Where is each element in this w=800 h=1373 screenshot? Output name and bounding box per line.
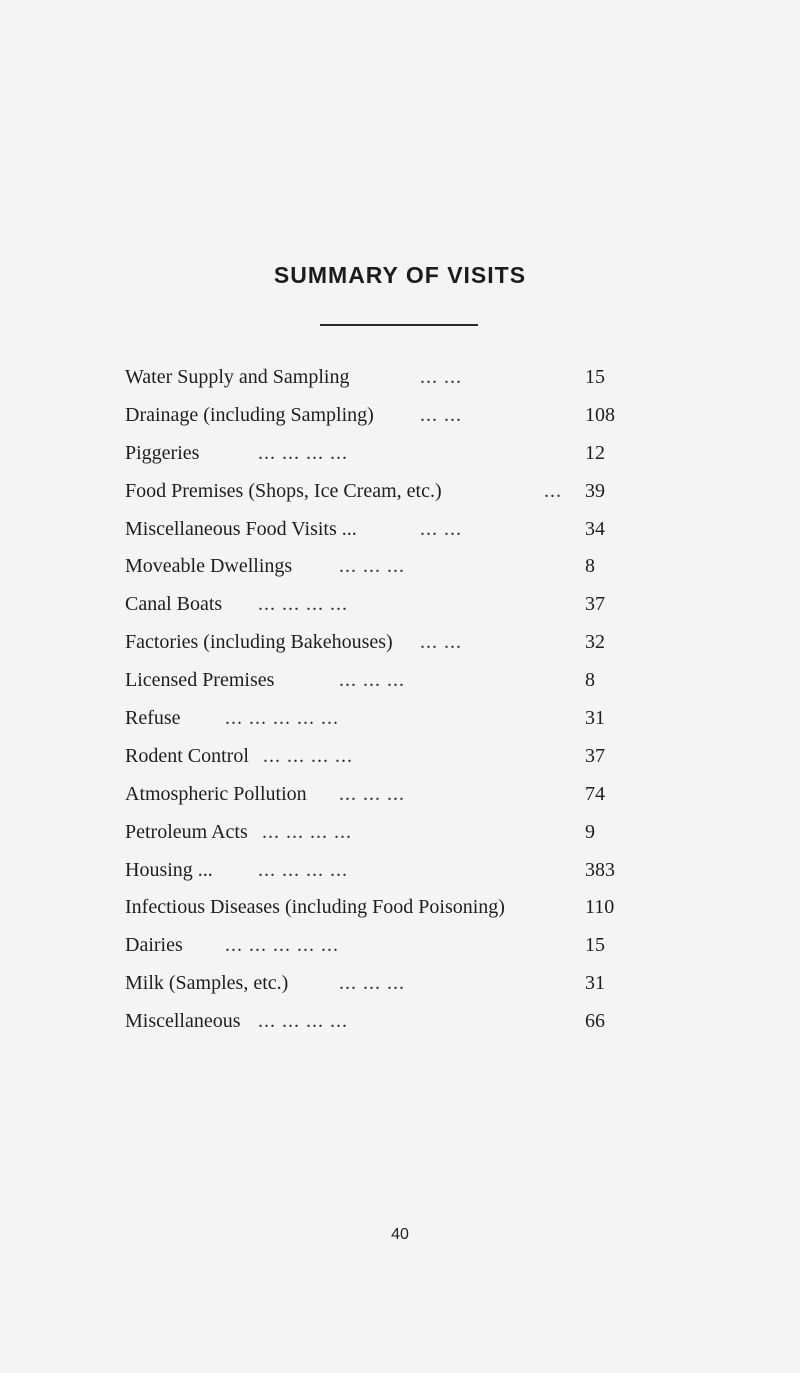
page-title: SUMMARY OF VISITS	[273, 262, 527, 288]
visit-row	[125, 547, 635, 585]
visit-count: 383	[585, 858, 615, 881]
visit-row	[125, 472, 635, 510]
visit-row	[125, 775, 635, 813]
dot-leader: ... ... ...	[339, 972, 405, 995]
visit-row	[125, 737, 635, 775]
visit-label: Food Premises (Shops, Ice Cream, etc.)	[125, 479, 442, 502]
visit-count: 110	[585, 896, 615, 919]
dot-leader: ... ... ...	[339, 555, 405, 578]
visit-count: 12	[585, 441, 605, 464]
dot-leader: ... ...	[420, 366, 462, 388]
visit-label: Drainage (including Sampling)	[125, 403, 374, 426]
dot-leader: ... ... ... ...	[258, 593, 348, 616]
visit-row	[125, 851, 635, 889]
visit-row	[125, 358, 635, 396]
visit-label: Canal Boats	[125, 593, 223, 616]
visit-row	[125, 623, 635, 661]
visit-row	[125, 585, 635, 623]
visit-label: Rodent Control	[125, 744, 249, 767]
dot-leader: ... ...	[420, 631, 462, 654]
visit-label: Water Supply and Sampling	[125, 366, 350, 388]
visit-row	[125, 813, 635, 851]
visit-count: 9	[585, 820, 595, 843]
dot-leader: ... ... ... ... ...	[225, 934, 339, 957]
dot-leader: ... ... ... ...	[258, 858, 348, 881]
visit-count: 15	[585, 366, 605, 388]
visit-label: Miscellaneous	[125, 1010, 241, 1033]
visit-label: Moveable Dwellings	[125, 555, 293, 578]
visit-row	[125, 926, 635, 964]
visit-count: 37	[585, 593, 605, 616]
visit-row	[125, 510, 635, 548]
visit-count: 108	[585, 403, 615, 426]
visit-label: Infectious Diseases (including Food Poisoning)	[125, 896, 505, 919]
dot-leader: ... ...	[420, 517, 462, 540]
visit-label: Housing ...	[125, 858, 213, 881]
visit-count: 74	[585, 782, 605, 805]
visit-row	[125, 434, 635, 472]
visit-count: 34	[585, 517, 605, 540]
dot-leader: ... ... ...	[339, 669, 405, 692]
dot-leader: ... ... ... ...	[258, 1010, 348, 1033]
dot-leader: ... ...	[420, 403, 462, 426]
dot-leader: ... ... ... ...	[263, 744, 353, 767]
visit-label: Petroleum Acts	[125, 820, 248, 843]
visits-list	[125, 358, 635, 1040]
visit-count: 32	[585, 631, 605, 654]
visit-row	[125, 699, 635, 737]
visit-label: Atmospheric Pollution	[125, 782, 307, 805]
visit-label: Milk (Samples, etc.)	[125, 972, 289, 995]
dot-leader: ... ... ...	[339, 782, 405, 805]
visit-row	[125, 888, 635, 926]
visit-count: 31	[585, 707, 605, 730]
visit-count: 15	[585, 934, 605, 957]
visit-count: 8	[585, 555, 595, 578]
visit-row	[125, 1002, 635, 1040]
dot-leader: ...	[544, 479, 562, 502]
title-underline	[320, 324, 478, 326]
visit-label: Miscellaneous Food Visits ...	[125, 517, 357, 540]
visit-label: Factories (including Bakehouses)	[125, 631, 393, 654]
visit-row	[125, 964, 635, 1002]
dot-leader: ... ... ... ...	[262, 820, 352, 843]
visit-label: Refuse	[125, 707, 181, 730]
visit-row	[125, 396, 635, 434]
visit-label: Licensed Premises	[125, 669, 275, 692]
visit-count: 31	[585, 972, 605, 995]
visit-count: 39	[585, 479, 605, 502]
visit-label: Piggeries	[125, 441, 200, 464]
page-number: 40	[391, 1226, 409, 1243]
visit-count: 37	[585, 744, 605, 767]
visit-count: 8	[585, 669, 595, 692]
dot-leader: ... ... ... ... ...	[225, 707, 339, 730]
visit-label: Dairies	[125, 934, 183, 957]
visit-row	[125, 661, 635, 699]
dot-leader: ... ... ... ...	[258, 441, 348, 464]
visit-count: 66	[585, 1010, 605, 1033]
